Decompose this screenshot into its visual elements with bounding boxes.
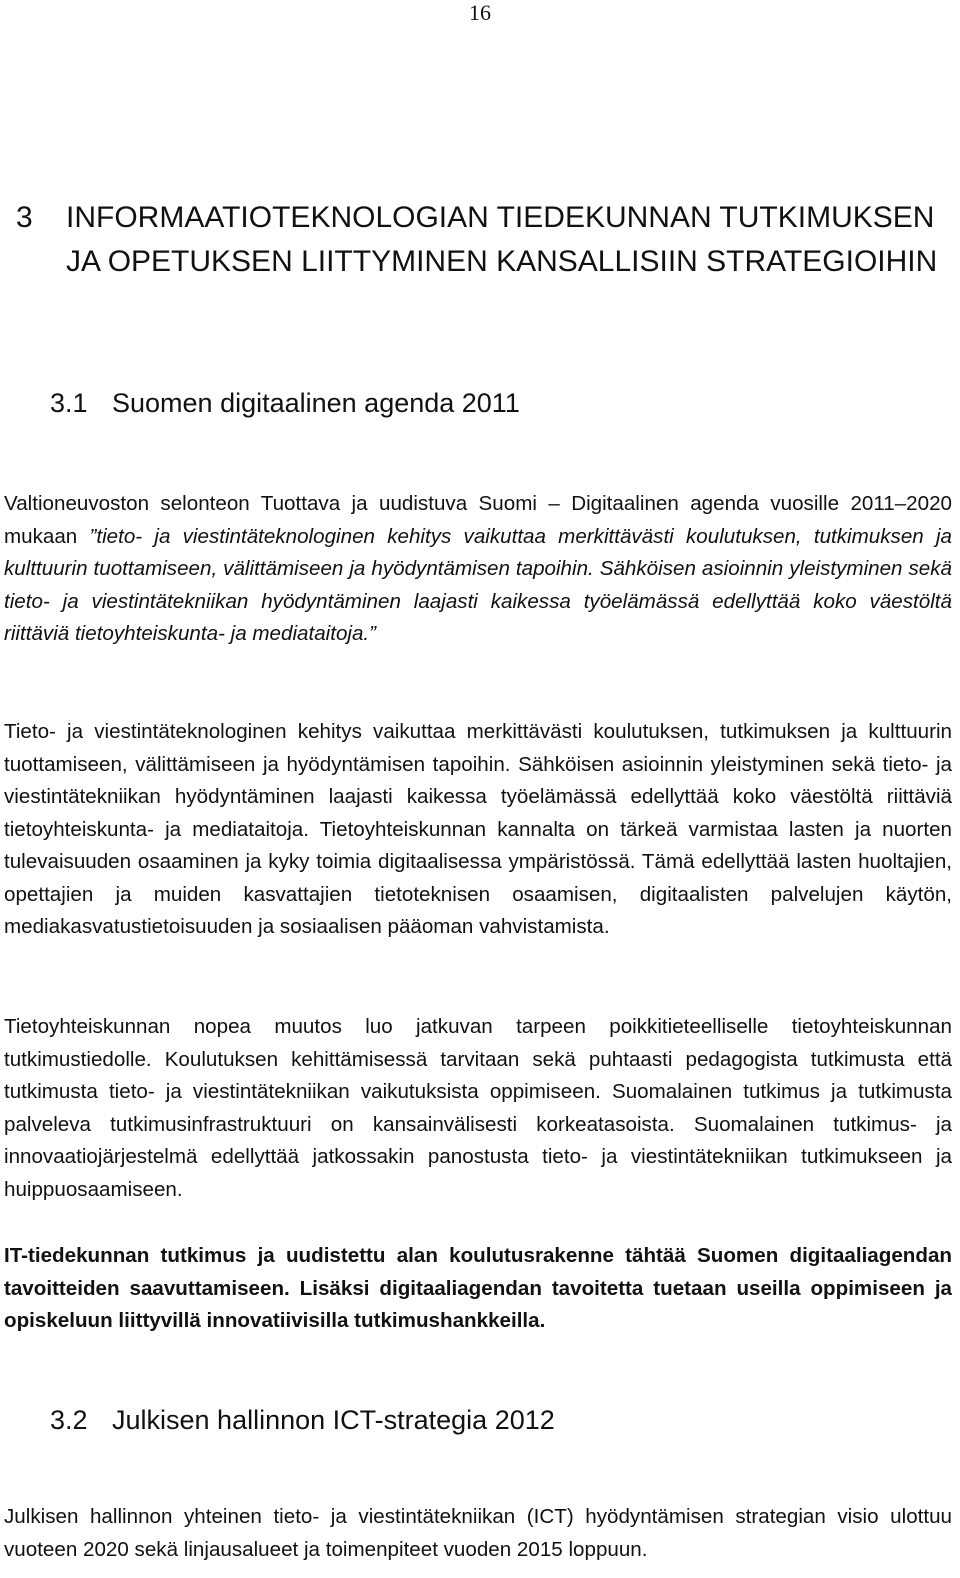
section-title: Julkisen hallinnon ICT-strategia 2012 [112, 1405, 555, 1435]
agenda-quote: ”tieto- ja viestintäteknologinen kehitys vaikuttaa merkittävästi koulutuksen, tutkimuksen ja kulttuurin tuottamiseen, välittämiseen ja hyödyntämisen tapoihin. Sähköisen asioinnin yleistyminen sekä tieto- ja viestintätekniikan hyödyntäminen laajasti kaikessa työelämässä edellyttää koko väestöltä riittäviä tietoyhteiskunta- ja mediataitoja.” [4, 524, 952, 645]
chapter-heading [16, 196, 946, 284]
section-number: 3.1 [50, 388, 88, 418]
paragraph-digital-agenda [4, 488, 952, 651]
section-heading-3-2 [50, 1403, 555, 1437]
chapter-title: INFORMAATIOTEKNOLOGIAN TIEDEKUNNAN TUTKIMUKSEN JA OPETUKSEN LIITTYMINEN KANSALLISIIN STRATEGIOIHIN [66, 201, 938, 278]
section-heading-3-1 [50, 386, 520, 420]
paragraph-information-society: Tietoyhteiskunnan nopea muutos luo jatkuvan tarpeen poikkitieteelliselle tietoyhteiskunnan tutkimustiedolle. Koulutuksen kehittämisessä tarvitaan sekä puhtaasti pedagogista tutkimusta että tutkimusta tieto- ja viestintätekniikan vaikutuksista oppimiseen. Suomalainen tutkimus ja tutkimusta palveleva tutkimusinfrastruktuuri on kansainvälisesti korkeatasoista. Suomalainen tutkimus- ja innovaatiojärjestelmä edellyttää jatkossakin panostusta tieto- ja viestintätekniikan tutkimukseen ja huippuosaamiseen. [4, 1015, 952, 1201]
paragraph-intro: Valtioneuvoston selonteon Tuottava ja uudistuva Suomi – Digitaalinen agenda vuosille 2011–2020 mukaan [4, 492, 952, 548]
section-number: 3.2 [50, 1405, 88, 1435]
paragraph-ict-development: Tieto- ja viestintäteknologinen kehitys vaikuttaa merkittävästi koulutuksen, tutkimuksen ja kulttuurin tuottamiseen, välittämiseen ja hyödyntämisen tapoihin. Sähköisen asioinnin yleistyminen sekä tieto- ja viestintätekniikan hyödyntäminen laajasti kaikessa työelämässä edellyttää koko väestöltä riittäviä tietoyhteiskunta- ja mediataitoja. Tietoyhteiskunnan kannalta on tärkeä varmistaa lasten ja nuorten tulevaisuuden osaaminen ja kyky toimia digitaalisessa ympäristössä. Tämä edellyttää lasten huoltajien, opettajien ja muiden kasvattajien tietoteknisen osaamisen, digitaalisten palvelujen käytön, mediakasvatustietoisuuden ja sosiaalisen pääoman vahvistamista. [4, 720, 952, 938]
page-number: 16 [469, 0, 491, 25]
paragraph-it-faculty: IT-tiedekunnan tutkimus ja uudistettu alan koulutusrakenne tähtää Suomen digitaaliagendan tavoitteiden saavuttamiseen. Lisäksi digitaaliagendan tavoitetta tuetaan useilla oppimiseen ja opiskeluun liittyvillä innovatiivisilla tutkimushankkeilla. [4, 1244, 952, 1332]
chapter-number: 3 [16, 201, 33, 234]
section-title: Suomen digitaalinen agenda 2011 [112, 388, 520, 418]
paragraph-ict-strategy: Julkisen hallinnon yhteinen tieto- ja viestintätekniikan (ICT) hyödyntämisen strategian visio ulottuu vuoteen 2020 sekä linjausalueet ja toimenpiteet vuoden 2015 loppuun. [4, 1505, 952, 1561]
